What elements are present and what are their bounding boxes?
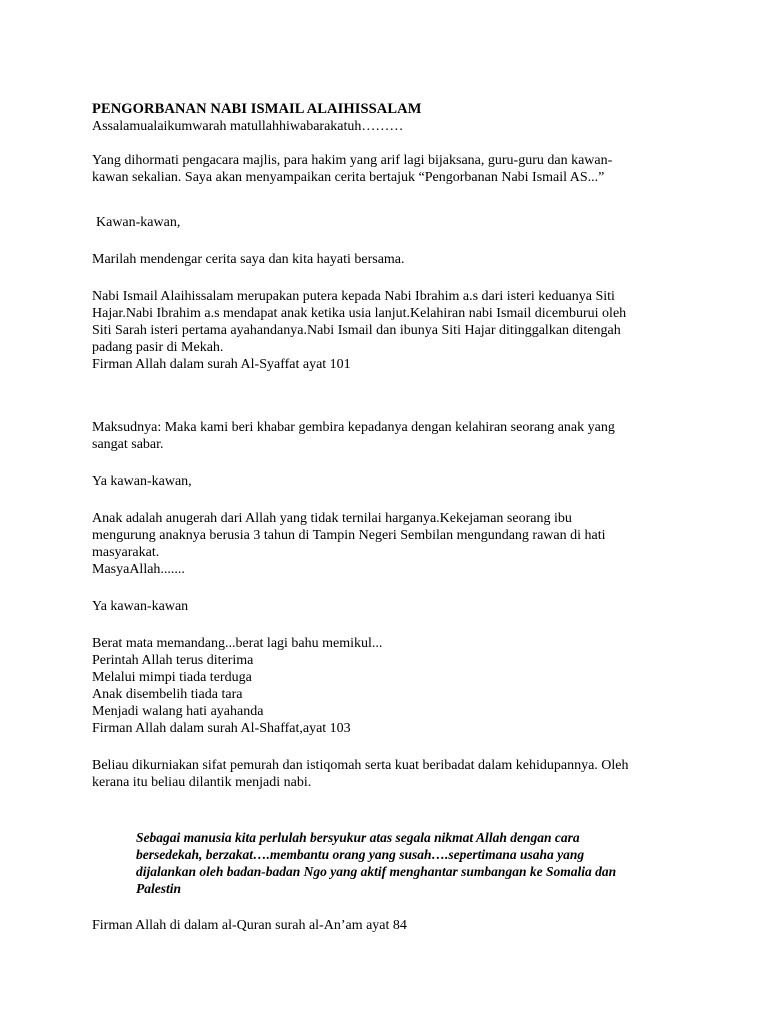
gifted-line: kerana itu beliau dilantik menjadi nabi. — [92, 775, 312, 790]
quote-line: bersedekah, berzakat….membantu orang yang susah….sepertimana usaha yang — [136, 847, 585, 862]
quote-line: dijalankan oleh badan-badan Ngo yang aktif menghantar sumbangan ke Somalia dan — [136, 864, 617, 879]
poem-line: Perintah Allah terus diterima — [92, 653, 254, 668]
invite-line: Marilah mendengar cerita saya dan kita hayati bersama. — [92, 252, 405, 267]
address-kawan: Kawan-kawan, — [96, 215, 181, 230]
verse-reference: Firman Allah dalam surah Al-Shaffat,ayat 103 — [92, 721, 351, 736]
quote-line: Sebagai manusia kita perlulah bersyukur atas segala nikmat Allah dengan cara — [136, 830, 580, 845]
verse-reference: Firman Allah dalam surah Al-Syaffat ayat 101 — [92, 357, 351, 372]
poem-stanza — [92, 635, 692, 737]
story-line: Siti Sarah isteri pertama ayahandanya.Nabi Ismail dan ibunya Siti Hajar ditinggalkan ditengah — [92, 323, 621, 338]
story-line: Nabi Ismail Alaihissalam merupakan putera kepada Nabi Ibrahim a.s dari isteri keduanya Siti — [92, 289, 615, 304]
quote-line: Palestin — [136, 881, 182, 896]
intro-line: kawan sekalian. Saya akan menyampaikan cerita bertajuk “Pengorbanan Nabi Ismail AS...” — [92, 170, 605, 185]
gift-paragraph — [92, 510, 692, 578]
address-ya-kawan-2: Ya kawan-kawan — [92, 599, 189, 614]
document-title: PENGORBANAN NABI ISMAIL ALAIHISSALAM — [92, 101, 422, 117]
gifted-line: Beliau dikurniakan sifat pemurah dan istiqomah serta kuat beribadat dalam kehidupannya. Oleh — [92, 758, 629, 773]
gift-line: mengurung anaknya berusia 3 tahun di Tampin Negeri Sembilan mengundang rawan di hati — [92, 528, 606, 543]
gift-line: masyarakat. — [92, 545, 160, 560]
gift-line: Anak adalah anugerah dari Allah yang tidak ternilai harganya.Kekejaman seorang ibu — [92, 511, 572, 526]
document-page — [92, 101, 692, 934]
poem-line: Menjadi walang hati ayahanda — [92, 704, 264, 719]
gratitude-quote — [136, 829, 702, 897]
masya-line: MasyaAllah....... — [92, 562, 185, 577]
story-line: Hajar.Nabi Ibrahim a.s mendapat anak ketika usia lanjut.Kelahiran nabi Ismail dicemburui oleh — [92, 306, 627, 321]
meaning-line: sangat sabar. — [92, 437, 164, 452]
intro-paragraph — [92, 152, 692, 186]
greeting-line: Assalamualaikumwarah matullahhiwabarakatuh……… — [92, 119, 404, 134]
poem-line: Anak disembelih tiada tara — [92, 687, 243, 702]
poem-line: Berat mata memandang...berat lagi bahu memikul... — [92, 636, 383, 651]
meaning-line: Maksudnya: Maka kami beri khabar gembira kepadanya dengan kelahiran seorang anak yang — [92, 420, 615, 435]
verse-reference: Firman Allah di dalam al-Quran surah al-An’am ayat 84 — [92, 918, 407, 933]
story-paragraph — [92, 288, 692, 373]
address-ya-kawan: Ya kawan-kawan, — [92, 474, 192, 489]
gifted-paragraph — [92, 757, 692, 791]
intro-line: Yang dihormati pengacara majlis, para hakim yang arif lagi bijaksana, guru-guru dan kawan- — [92, 153, 613, 168]
story-line: padang pasir di Mekah. — [92, 340, 224, 355]
poem-line: Melalui mimpi tiada terduga — [92, 670, 252, 685]
meaning-paragraph — [92, 419, 692, 453]
